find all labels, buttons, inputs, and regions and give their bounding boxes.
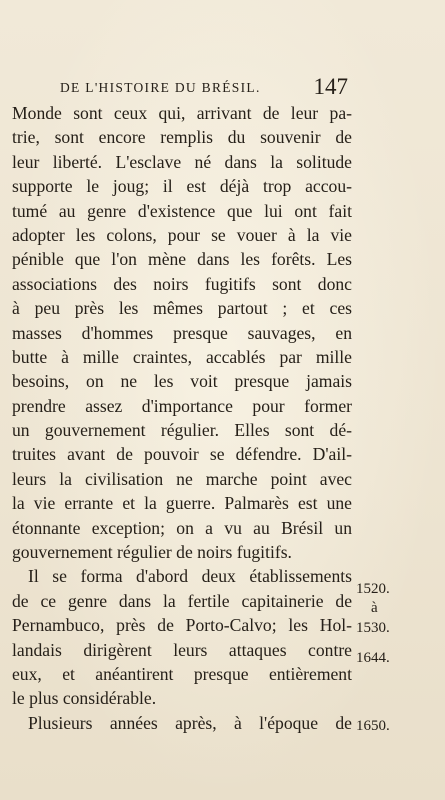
text-line: trie, sont encore remplis du souvenir de xyxy=(12,127,352,148)
margin-date-1520: 1520. xyxy=(356,581,390,597)
page-number: 147 xyxy=(313,74,348,99)
page-header xyxy=(60,74,348,100)
margin-date-separator: à xyxy=(371,600,378,616)
margin-date-1650: 1650. xyxy=(356,718,390,734)
text-line: leur liberté. L'esclave né dans la solitude xyxy=(12,151,352,172)
paragraph-start-line: Il se forma d'abord deux établissements xyxy=(28,566,352,587)
text-line: masses d'hommes presque sauvages, en xyxy=(12,322,352,343)
text-line: landais dirigèrent leurs attaques contre xyxy=(12,639,352,660)
text-line: besoins, on ne les voit presque jamais xyxy=(12,371,352,392)
text-line: étonnante exception; on a vu au Brésil un xyxy=(12,517,352,538)
text-line: associations des noirs fugitifs sont donc xyxy=(12,273,352,294)
text-line: à peu près les mêmes partout ; et ces xyxy=(12,298,352,319)
text-line: un gouvernement régulier. Elles sont dé- xyxy=(12,420,352,441)
running-title: DE L'HISTOIRE DU BRÉSIL. xyxy=(60,80,261,95)
text-line: truites avant de pouvoir se défendre. D'ail- xyxy=(12,444,352,465)
margin-date-1530: 1530. xyxy=(356,620,390,636)
text-line: de ce genre dans la fertile capitainerie de xyxy=(12,590,352,611)
text-line: prendre assez d'importance pour former xyxy=(12,395,352,416)
text-line: la vie errante et la guerre. Palmarès est une xyxy=(12,493,352,514)
text-line: gouvernement régulier de noirs fugitifs. xyxy=(12,542,292,563)
text-line: leurs la civilisation ne marche point avec xyxy=(12,468,352,489)
text-line: supporte le joug; il est déjà trop accou- xyxy=(12,176,352,197)
text-line: Monde sont ceux qui, arrivant de leur pa- xyxy=(12,103,352,123)
text-line: tumé au genre d'existence que lui ont fait xyxy=(12,200,352,221)
text-line: eux, et anéantirent presque entièrement xyxy=(12,663,352,684)
paragraph-start-line: Plusieurs années après, à l'époque de xyxy=(28,712,352,733)
text-line: le plus considérable. xyxy=(12,688,157,709)
text-line: butte à mille craintes, accablés par mille xyxy=(12,346,352,367)
margin-date-1644: 1644. xyxy=(356,650,390,666)
body-text xyxy=(12,101,352,735)
text-line: pénible que l'on mène dans les forêts. Les xyxy=(12,249,352,270)
text-line: adopter les colons, pour se vouer à la vie xyxy=(12,224,352,245)
text-line: Pernambuco, près de Porto-Calvo; les Hol- xyxy=(12,615,352,636)
